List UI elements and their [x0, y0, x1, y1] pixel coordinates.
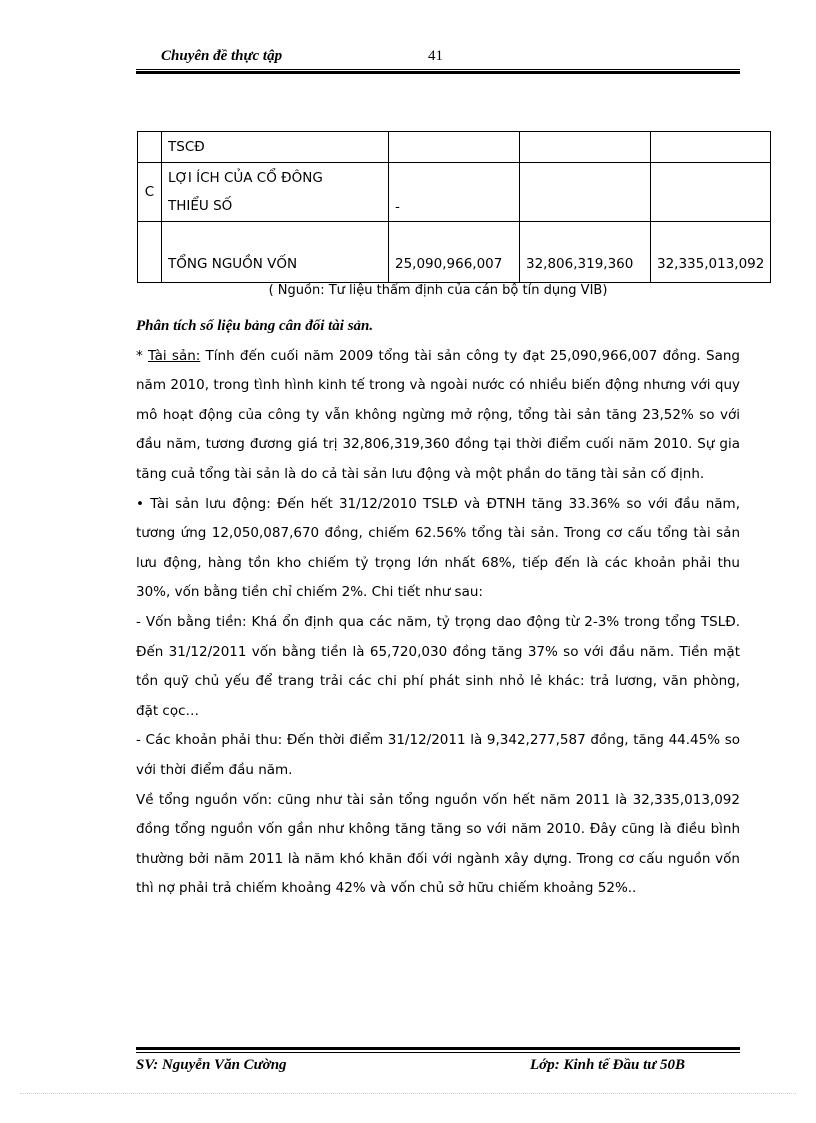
- value-2009: 25,090,966,007: [389, 222, 520, 283]
- page-edge-dotted-line: [20, 1093, 796, 1094]
- table-source-note: ( Nguồn: Tư liệu thẩm định của cán bộ tín dụng VIB): [268, 283, 608, 298]
- paragraph-assets: [136, 342, 740, 490]
- footer-rule-thin: [136, 1052, 740, 1053]
- header-rule-thin: [136, 69, 740, 70]
- document-title: Chuyên đề thực tập: [161, 48, 283, 64]
- bullet-star: *: [136, 347, 148, 364]
- paragraph-current-assets: • Tài sản lưu động: Đến hết 31/12/2010 TSLĐ và ĐTNH tăng 33.36% so với đầu năm, tương ứng 12,050,087,670 đồng, chiếm 62.56% tổng tài sản. Trong cơ cấu tổng tài sản lưu động, hàng tồn kho chiếm tỷ trọng lớn nhất 68%, tiếp đến là các khoản phải thu 30%, vốn bằng tiền chỉ chiếm 2%. Chi tiết như sau:: [136, 495, 740, 601]
- value-2011: [651, 163, 771, 222]
- table-row: [138, 222, 771, 283]
- value-2010: [520, 132, 651, 163]
- row-label: TỔNG NGUỒN VỐN: [162, 222, 389, 283]
- row-label: [162, 163, 389, 222]
- footer-rule-thick: [136, 1047, 740, 1050]
- row-index: [138, 222, 162, 283]
- balance-sheet-table: [137, 131, 771, 283]
- page-header: [136, 48, 740, 70]
- row-index: [138, 132, 162, 163]
- paragraph-capital: Về tổng nguồn vốn: cũng như tài sản tổng nguồn vốn hết năm 2011 là 32,335,013,092 đồng tổng nguồn vốn gần như không tăng tăng so với năm 2010. Đây cũng là điều bình thường bởi năm 2011 là năm khó khăn đối với ngành xây dựng. Trong cơ cấu nguồn vốn thì nợ phải trả chiếm khoảng 42% và vốn chủ sở hữu chiếm khoảng 52%..: [136, 791, 740, 897]
- assets-label: Tài sản:: [147, 347, 201, 364]
- value-2011: [651, 132, 771, 163]
- row-index: C: [138, 163, 162, 222]
- row-label: TSCĐ: [162, 132, 389, 163]
- section-heading: Phân tích số liệu bảng cân đối tài sản.: [136, 318, 374, 334]
- value-2010: [520, 163, 651, 222]
- value-2009: -: [389, 163, 520, 222]
- page-number: 41: [428, 48, 443, 64]
- table-row: [138, 163, 771, 222]
- analysis-text: [136, 312, 740, 904]
- paragraph-receivables: - Các khoản phải thu: Đến thời điểm 31/12/2011 là 9,342,277,587 đồng, tăng 44.45% so với thời điểm đầu năm.: [136, 732, 740, 778]
- footer-student: SV: Nguyễn Văn Cường: [136, 1057, 287, 1073]
- row-label-line: LỢI ÍCH CỦA CỔ ĐÔNG: [168, 170, 323, 186]
- value-2009: [389, 132, 520, 163]
- header-rule-thick: [136, 71, 740, 74]
- row-label-line: THIỂU SỐ: [168, 198, 233, 214]
- table-row: [138, 132, 771, 163]
- assets-text: Tính đến cuối năm 2009 tổng tài sản công ty đạt 25,090,966,007 đồng. Sang năm 2010, trong tình hình kinh tế trong và ngoài nước có nhiều biến động nhưng với quy mô hoạt động của công ty vẫn không ngừng mở rộng, tổng tài sản tăng 23,52% so với đầu năm, tương đương giá trị 32,806,319,360 đồng tại thời điểm cuối năm 2010. Sự gia tăng cuả tổng tài sản là do cả tài sản lưu động và một phần do tăng tài sản cố định.: [136, 347, 741, 482]
- paragraph-cash: - Vốn bằng tiền: Khá ổn định qua các năm, tỷ trọng dao động từ 2-3% trong tổng TSLĐ. Đến 31/12/2011 vốn bằng tiền là 65,720,030 đồng tăng 37% so với đầu năm. Tiền mặt tồn quỹ chủ yếu để trang trải các chi phí phát sinh nhỏ lẻ khác: trả lương, văn phòng, đặt cọc…: [136, 613, 740, 719]
- footer-class: Lớp: Kinh tế Đầu tư 50B: [530, 1057, 685, 1073]
- value-2011: 32,335,013,092: [651, 222, 771, 283]
- value-2010: 32,806,319,360: [520, 222, 651, 283]
